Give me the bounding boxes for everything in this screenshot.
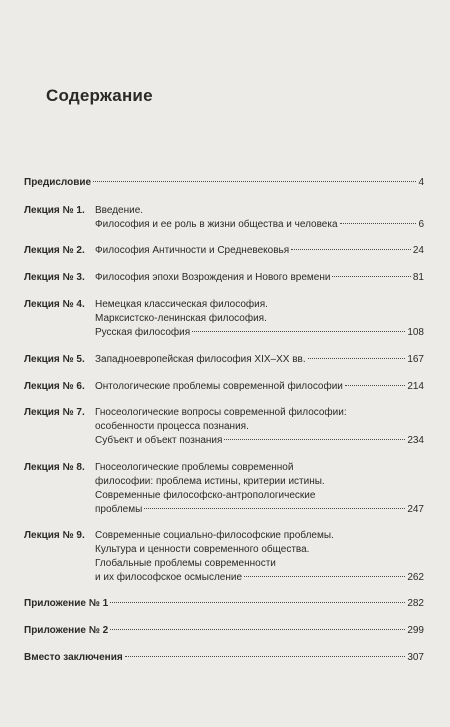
entry-label: Лекция № 9. — [24, 530, 85, 541]
entry-label: Вместо заключения — [24, 652, 123, 663]
entry-line: Философия эпохи Возрождения и Нового времени — [95, 272, 331, 283]
entry-line: Русская философия — [95, 327, 191, 338]
entry-line: проблемы — [95, 504, 143, 515]
entry-line: Введение. — [95, 205, 144, 216]
entry-label: Предисловие — [24, 177, 92, 188]
entry-line: Гносеологические вопросы современной философии: — [95, 407, 347, 418]
dot-leader — [110, 602, 405, 603]
entry-line: Культура и ценности современного общества. — [95, 544, 310, 555]
entry-line: Немецкая классическая философия. — [95, 299, 268, 310]
entry-label: Лекция № 4. — [24, 299, 85, 310]
entry-line: Западноевропейская философия XIX–XX вв. — [95, 354, 306, 365]
toc-entry-lecture-1 — [24, 204, 424, 232]
toc-entry-appendix-1 — [24, 597, 424, 611]
page-title: Содержание — [46, 86, 153, 105]
entry-label: Лекция № 1. — [24, 205, 85, 216]
dot-leader — [224, 439, 405, 440]
toc-entry-lecture-3 — [24, 271, 424, 285]
page-number: 299 — [407, 625, 424, 636]
page-number: 282 — [407, 598, 424, 609]
entry-label: Лекция № 5. — [24, 354, 85, 365]
entry-line: Современные философско-антропологические — [95, 490, 316, 501]
entry-line: Онтологические проблемы современной философии — [95, 381, 343, 392]
toc-entry-lecture-7 — [24, 406, 424, 448]
entry-label: Лекция № 7. — [24, 407, 85, 418]
toc-entry-lecture-8 — [24, 461, 424, 517]
toc-entry-conclusion — [24, 651, 424, 665]
entry-line: Философия и ее роль в жизни общества и человека — [95, 219, 338, 230]
page-number: 4 — [418, 177, 424, 188]
page-number: 247 — [407, 504, 424, 515]
entry-line: Субъект и объект познания — [95, 435, 223, 446]
dot-leader — [332, 276, 410, 277]
page-number: 262 — [407, 572, 424, 583]
toc-entry-lecture-5 — [24, 353, 424, 367]
entry-label: Лекция № 8. — [24, 462, 85, 473]
dot-leader — [125, 656, 406, 657]
entry-label: Лекция № 3. — [24, 272, 85, 283]
entry-line: Глобальные проблемы современности — [95, 558, 276, 569]
entry-label: Приложение № 1 — [24, 598, 109, 609]
entry-line: Современные социально-философские проблемы. — [95, 530, 334, 541]
dot-leader — [192, 331, 405, 332]
page-number: 108 — [407, 327, 424, 338]
dot-leader — [244, 576, 405, 577]
toc-entry-lecture-9 — [24, 529, 424, 585]
entry-line: особенности процесса познания. — [95, 421, 249, 432]
page-number: 234 — [407, 435, 424, 446]
entry-line: Философия Античности и Средневековья — [95, 245, 290, 256]
entry-line: и их философское осмысление — [95, 572, 243, 583]
toc-entry-appendix-2 — [24, 624, 424, 638]
dot-leader — [144, 508, 405, 509]
entry-line: философии: проблема истины, критерии истины. — [95, 476, 325, 487]
table-of-contents — [24, 176, 424, 665]
dot-leader — [340, 223, 417, 224]
dot-leader — [308, 358, 406, 359]
entry-line: Гносеологические проблемы современной — [95, 462, 294, 473]
page-number: 167 — [407, 354, 424, 365]
dot-leader — [345, 385, 405, 386]
entry-label: Лекция № 6. — [24, 381, 85, 392]
page-number: 81 — [412, 272, 424, 283]
toc-entry-preface — [24, 176, 424, 190]
entry-line: Марксистско-ленинская философия. — [95, 313, 267, 324]
page-number: 214 — [407, 381, 424, 392]
toc-entry-lecture-4 — [24, 298, 424, 340]
dot-leader — [291, 249, 411, 250]
page-number: 307 — [407, 652, 424, 663]
dot-leader — [93, 181, 416, 182]
toc-entry-lecture-6 — [24, 380, 424, 394]
page-number: 24 — [412, 245, 424, 256]
page-number: 6 — [418, 219, 424, 230]
entry-label: Приложение № 2 — [24, 625, 109, 636]
entry-label: Лекция № 2. — [24, 245, 85, 256]
dot-leader — [110, 629, 405, 630]
toc-entry-lecture-2 — [24, 244, 424, 258]
